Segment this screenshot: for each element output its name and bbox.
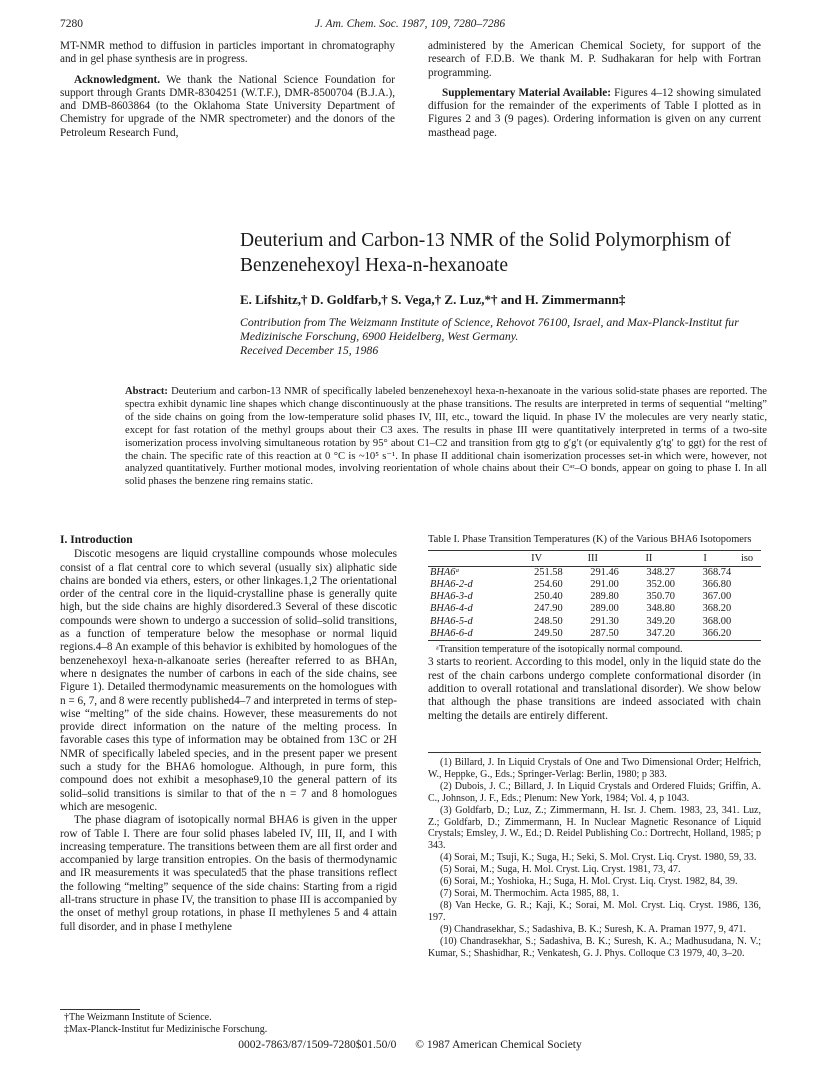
phase-transition-table [428, 550, 761, 642]
reference-item: (8) Van Hecke, G. R.; Kaji, K.; Sorai, M. Mol. Cryst. Liq. Cryst. 1986, 136, 197. [428, 899, 761, 923]
footnote-item: †The Weizmann Institute of Science. [64, 1012, 212, 1023]
table-header-cell: IV [509, 550, 565, 566]
abstract [125, 386, 767, 489]
footnote-item: ‡Max-Planck-Institut fur Medizinische Forschung. [64, 1023, 268, 1035]
previous-article-end-left [60, 40, 395, 140]
table-cell: 348.80 [646, 603, 675, 615]
copyright-notice: © 1987 American Chemical Society [415, 1039, 582, 1051]
isotopomer-name: BHA6-5-d [430, 615, 473, 627]
table-cell: 287.50 [565, 628, 621, 641]
reference-item: (6) Sorai, M.; Yoshioka, H.; Suga, H. Mol. Cryst. Liq. Cryst. 1982, 84, 39. [440, 876, 738, 888]
supplementary-paragraph [428, 87, 761, 140]
table-row [428, 603, 761, 615]
isotopomer-name: BHA6-3-d [430, 591, 473, 603]
section-heading: I. Introduction [60, 534, 133, 546]
table-row [428, 628, 761, 641]
abstract-text: Deuterium and carbon-13 NMR of specifically labeled benzenehexoyl hexa-n-hexanoate in the various solid-state phases are reported. The spectra exhibit dynamic line shapes which change discontinuously at the phase transitions. The results are interpreted in terms of sequential “melting” of the side chains on going from the low-temperature solid phases IV, III, etc., toward the liquid. In phase IV the molecules are very nearly static, except for fast rotation of the methyl groups about their C3 axes. The results in phase III were quantitatively interpreted in terms of a two-site isomerization process involving simultaneous rotation by 95° about C1–C2 and transition from gtg to g′g′t (or equivalently g′tg′ to ggt) for the rest of the chain. The specific rate of this reaction at 0 °C is ~10⁵ s⁻¹. In phase II additional chain isomerization processes set-in which were, however, not analyzed quantitatively. Further motional modes, involving reorientation of whole chains about their Cᵃʳ–O bonds, appear on going to phase I. In all solid phases the benzene ring remains static. [125, 386, 767, 488]
page-number: 7280 [60, 18, 83, 30]
table-header-cell: III [565, 550, 621, 566]
isotopomer-name: BHA6-4-d [430, 603, 473, 615]
table-cell: 289.00 [590, 603, 619, 615]
intro-paragraph-2: The phase diagram of isotopically normal BHA6 is given in the upper row of Table I. There are four solid phases labeled IV, III, II, and I with increasing temperature. The transitions between them are all first order and accompanied by large transition entropies. On the basis of thermodynamic and IR measurements it was speculated5 that the phase transitions reflect the following “melting” sequence of the side chains: Starting from a rigid all-trans structure in phase IV, the transition to phase III is accompanied by the onset of methyl group rotations, in phase II methylenes 5 and 4 attain full disorder, and in phase I methylene [60, 814, 397, 933]
table-cell: 249.50 [509, 628, 565, 641]
table-cell: 347.20 [621, 628, 677, 641]
table-header-cell: II [621, 550, 677, 566]
received-date: Received December 15, 1986 [240, 343, 379, 357]
running-head [60, 18, 760, 34]
intro-paragraph-1: Discotic mesogens are liquid crystalline compounds whose molecules consist of a flat central core to which several (usually six) aliphatic side chains are bonded via ethers, esters, or other linkages.1,2 The orientational order of the central core in the liquid-crystalline phase is generally quite high, but the side chains are highly disordered.3 Several of these discotic compounds were shown to undergo a succession of solid–solid transitions, as a function of temperature below the mesophase or normal liquid regions.4–8 An example of this behavior is exhibited by homologues of the benzenehexoyl hexa-n-alkanoate series (hereafter referred to as BHAn, where n designates the number of carbons in each of the side chains, see Figure 1). Detailed thermodynamic measurements on the homologues with n = 6, 7, and 8 were recently published4–7 and interpreted in terms of step-wise “melting” of the side chains. However, these measurements do not provide direct information on the nature of the melting process. In favorable cases this type of information may be obtained from 13C or 2H NMR of specifically labeled species, and in the present paper we present such a study for the BHA6 homologue. Although, in pure form, this compound does not exhibit a mesophase9,10 the general pattern of its solid–solid transitions is similar to that of the n = 7 and 8 homologues which are mesogenic. [60, 548, 397, 813]
table-row [428, 616, 761, 628]
table-row [428, 591, 761, 603]
table-cell: 254.60 [534, 579, 563, 590]
affiliation-footnotes [64, 1012, 394, 1035]
table-header-blank [428, 550, 509, 566]
table-cell: 291.00 [590, 579, 619, 590]
table-cell: 348.27 [646, 566, 675, 578]
table-cell: 291.30 [590, 615, 619, 627]
isotopomer-name: BHA6-2-d [430, 579, 473, 590]
reference-item: (2) Dubois, J. C.; Billard, J. In Liquid Crystals and Ordered Fluids; Griffin, A. C., Johnson, J. F., Eds.; Plenum: New York, 1984; Vol. 4, p 1043. [428, 780, 761, 804]
supplementary-text: Figures 4–12 showing simulated diffusion for the remainder of the experiments of Table I plotted as in Figures 2 and 3 (9 pages). Ordering information is given on any current masthead page. [428, 86, 761, 139]
reference-item: (1) Billard, J. In Liquid Crystals of One and Two Dimensional Order; Helfrich, W., Heppke, G., Eds.; Springer-Verlag: Berlin, 1980; p 383. [428, 757, 761, 780]
acknowledgment-paragraph [60, 74, 395, 140]
intro-paragraph-3: 3 starts to reorient. According to this model, only in the liquid state do the rest of the chain carbons undergo complete conformational disorder (in addition to overall rotational and translational disorder). We show below that although the phase transitions are indeed associated with chain melting the details are entirely different. [428, 656, 761, 722]
table-header-row [428, 550, 761, 566]
acknowledgment-text: We thank the National Science Foundation for support through Grants DMR-8304251 (W.T.F.), DMR-8500704 (B.J.A.), and DMB-8603864 (to the Oklahoma State University Department of Chemistry for upgrade of the NMR spectrometer) and the donors of the Petroleum Research Fund, [60, 73, 395, 139]
table-row [428, 579, 761, 591]
table-header-cell: I [677, 550, 733, 566]
table-cell: 368.74 [702, 566, 732, 578]
reference-item: (9) Chandrasekhar, S.; Sadashiva, B. K.; Suresh, K. A. Praman 1977, 9, 471. [440, 923, 746, 935]
table-cell: 289.80 [590, 591, 619, 603]
abstract-label: Abstract: [125, 386, 168, 397]
affiliation: Contribution from The Weizmann Institute of Science, Rehovot 76100, Israel, and Max-Planck-Institut fur Medizinische Forschung, 6900 Heidelberg, West Germany. [240, 315, 739, 343]
table-cell: 350.70 [646, 591, 675, 603]
article-header [240, 228, 770, 357]
reference-item: (7) Sorai, M. Thermochim. Acta 1985, 88, 1. [440, 887, 619, 899]
footnote-divider [60, 1009, 140, 1010]
reference-item: (4) Sorai, M.; Tsuji, K.; Suga, H.; Seki, S. Mol. Cryst. Liq. Cryst. 1980, 59, 33. [440, 852, 757, 864]
table-cell: 291.46 [590, 566, 619, 578]
journal-reference: J. Am. Chem. Soc. 1987, 109, 7280–7286 [314, 18, 506, 30]
right-column [428, 534, 761, 723]
table-cell: 352.00 [646, 579, 675, 590]
table-cell: 368.20 [702, 603, 732, 615]
supplementary-label: Supplementary Material Available: [442, 86, 611, 99]
introduction-section [60, 534, 397, 934]
table-cell: 367.00 [702, 591, 732, 603]
reference-item: (10) Chandrasekhar, S.; Sadashiva, B. K.; Suresh, K. A.; Madhusudana, N. V.; Kumar, S.; Shashidhar, R.; Venkatesh, G. J. Phys. Colloque C3 1979, 40, 3–20. [428, 935, 761, 959]
article-title: Deuterium and Carbon-13 NMR of the Solid Polymorphism of Benzenehexoyl Hexa-n-hexanoate [240, 230, 731, 276]
table-cell: 366.80 [702, 579, 732, 590]
author-list: E. Lifshitz,† D. Goldfarb,† S. Vega,† Z. Luz,*† and H. Zimmermann‡ [240, 292, 626, 307]
reference-list [428, 752, 761, 959]
isotopomer-name: BHA6-6-d [428, 628, 509, 641]
page-footer [0, 1039, 820, 1051]
article-code: 0002-7863/87/1509-7280$01.50/0 [238, 1039, 397, 1051]
reference-item: (3) Goldfarb, D.; Luz, Z.; Zimmermann, H. Isr. J. Chem. 1983, 23, 341. Luz, Z.; Goldfarb, D.; Zimmermann, H. In Nuclear Magnetic Resonance of Liquid Crystals; Emsley, J. W., Ed.; D. Reidel Publishing Co.: Dortrecht, Holland, 1985; p 343. [428, 804, 761, 852]
table-cell: 251.58 [534, 566, 563, 578]
continued-paragraph: MT-NMR method to diffusion in particles important in chromatography and in gel phase synthesis are in progress. [60, 40, 395, 66]
table-cell: 366.20 [677, 628, 733, 641]
table-caption: Table I. Phase Transition Temperatures (K) of the Various BHA6 Isotopomers [428, 534, 752, 545]
table-cell: 247.90 [534, 603, 563, 615]
table-header-cell: iso [733, 550, 761, 566]
previous-article-end-right [428, 40, 761, 140]
acknowledgment-continued: administered by the American Chemical Society, for support of the research of F.D.B. We thank M. P. Sudhakaran for help with Fortran programming. [428, 40, 761, 79]
table-cell: 368.00 [702, 615, 732, 627]
acknowledgment-label: Acknowledgment. [74, 73, 161, 86]
reference-item: (5) Sorai, M.; Suga, H. Mol. Cryst. Liq. Cryst. 1981, 73, 47. [440, 864, 681, 876]
isotopomer-name: BHA6ᵃ [430, 566, 460, 578]
table-cell: 248.50 [534, 615, 563, 627]
table-cell: 349.20 [646, 615, 675, 627]
table-cell: 250.40 [534, 591, 563, 603]
table-footnote: ᵃTransition temperature of the isotopically normal compound. [436, 644, 683, 656]
table-row [428, 566, 761, 579]
